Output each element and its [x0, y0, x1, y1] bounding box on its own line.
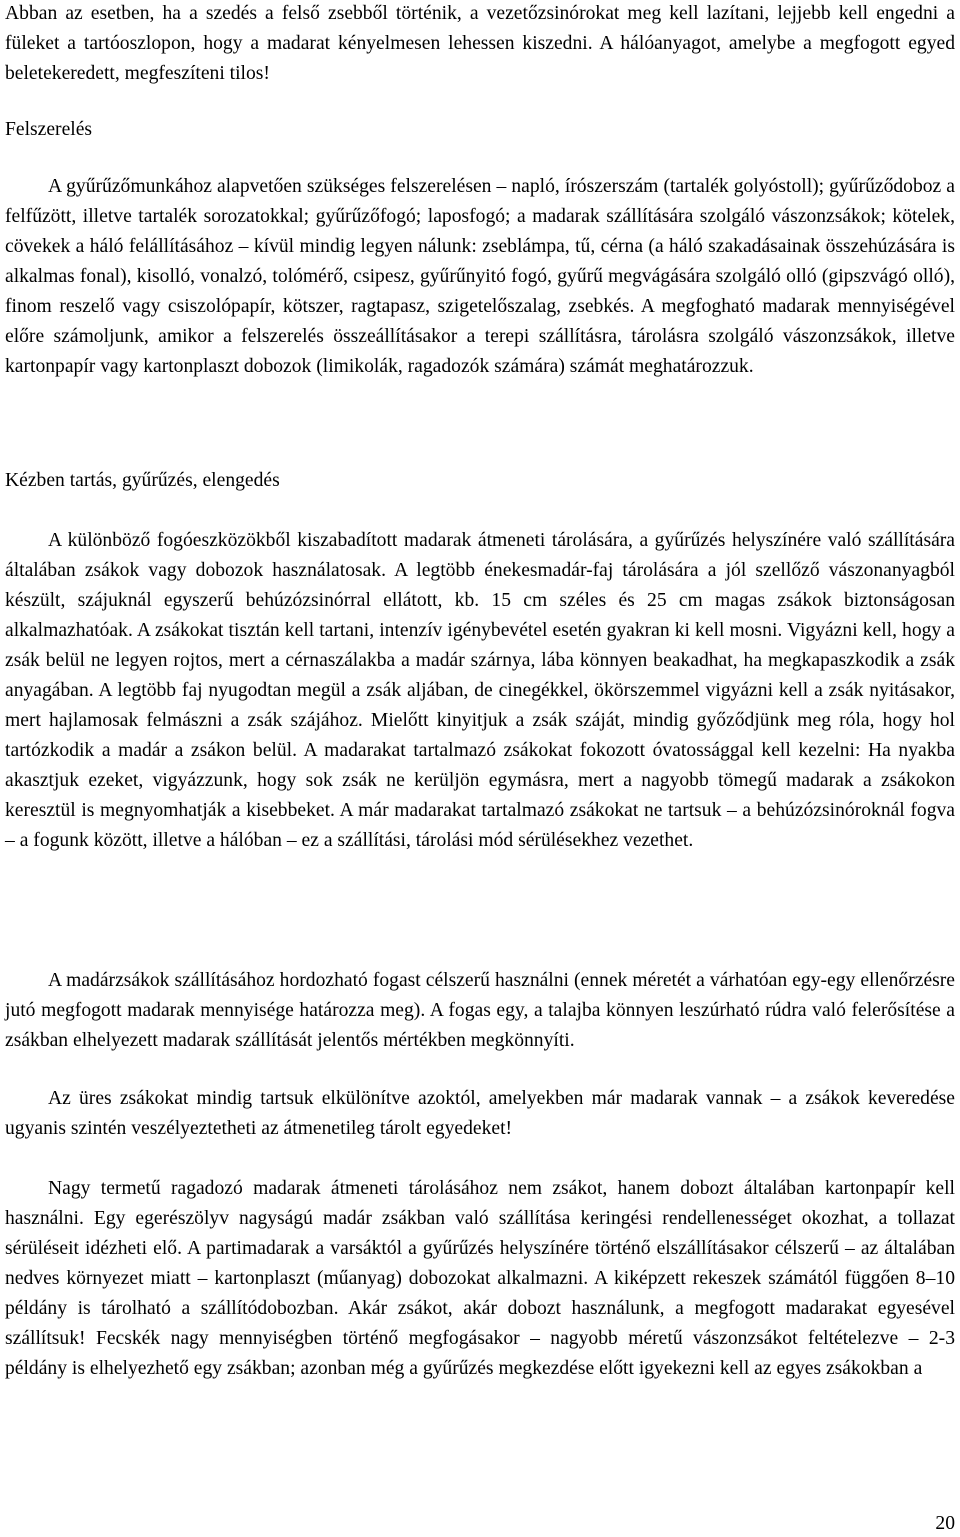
raptor-boxes-paragraph: Nagy termetű ragadozó madarak átmeneti tárolásához nem zsákot, hanem dobozt általában kartonpapír kell használni. Egy egerészölyv nagyságú madár zsákban való szállítása keringési rendellenességet okozhat, a tollazat sérüléseit idézheti elő. A partimadarak a varsáktól a gyűrűzés helyszínére történő elszállításakor célszerű – az általában nedves környezet miatt – kartonplaszt (műanyag) dobozokat alkalmazni. A kiképzett rekeszek számától függően 8–10 példány is tárolható a szállítódobozban. Akár zsákot, akár dobozt használunk, a megfogott madarakat egyesével szállítsuk! Fecskék nagy mennyiségben történő megfogásakor – nagyobb méretű vászonzsákot feltételezve – 2-3 példány is elhelyezhető egy zsákban; azonban még a gyűrűzés megkezdése előtt igyekezni kell az egyes zsákokban a	[5, 1178, 955, 1379]
equipment-paragraph: A gyűrűzőmunkához alapvetően szükséges felszerelésen – napló, írószerszám (tartalék golyóstoll); gyűrűződoboz a felfűzött, illetve tartalék sorozatokkal; gyűrűzőfogó; laposfogó; a madarak szállítására szolgáló vászonzsákok; kötelek, cövekek a háló felállításához – kívül mindig legyen nálunk: zseblámpa, tű, cérna (a háló szakadásainak összehúzására is alkalmas fonal), kisolló, vonalzó, tolómérő, csipesz, gyűrűnyitó fogó, gyűrű megvágására szolgáló olló (gipszvágó olló), finom reszelő vagy csiszolópapír, kötszer, ragtapasz, szigetelőszalag, zsebkés. A megfogható madarak mennyiségével előre számoljunk, amikor a felszerelés összeállításakor a terepi szállításra, tárolásra szolgáló vászonzsákok, illetve kartonpapír vagy kartonplaszt dobozok (limikolák, ragadozók számára) számát meghatározzuk.	[5, 176, 955, 377]
section-heading-kezben-tartas: Kézben tartás, gyűrűzés, elengedés	[5, 470, 280, 491]
handling-paragraph: A különböző fogóeszközökből kiszabadított madarak átmeneti tárolására, a gyűrűzés helyszínére való szállítására általában zsákok vagy dobozok használatosak. A legtöbb énekesmadár-faj tárolására a jól szellőző vászonanyagból készült, szájuknál egyszerű behúzózsinórral ellátott, kb. 15 cm széles és 25 cm magas zsákok biztonságosan alkalmazhatóak. A zsákokat tisztán kell tartani, intenzív igénybevétel esetén gyakran ki kell mosni. Vigyázni kell, hogy a zsák belül ne legyen rojtos, mert a cérnaszálakba a madár szárnya, lába könnyen beakadhat, ha megkapaszkodik a zsák anyagában. A legtöbb faj nyugodtan megül a zsák aljában, de cinegékkel, ökörszemmel vigyázni kell a zsák nyitásakor, mert hajlamosak felmászni a zsák szájához. Mielőtt kinyitjuk a zsák száját, mindig győződjünk meg róla, hogy hol tartózkodik a madár a zsákon belül. A madarakat tartalmazó zsákokat fokozott óvatossággal kell kezelni: Ha nyakba akasztjuk ezeket, vigyázzunk, hogy sok zsák ne kerüljön egymásra, mert a nagyobb tömegű madarak a zsákokon keresztül is megnyomhatják a kisebbeket. A már madarakat tartalmazó zsákokat ne tartsuk – a behúzózsinóroknál fogva – a fogunk között, illetve a hálóban – ez a szállítási, tárolási mód sérülésekhez vezethet.	[5, 530, 955, 851]
bag-rack-paragraph: A madárzsákok szállításához hordozható fogast célszerű használni (ennek méretét a várhatóan egy-egy ellenőrzésre jutó megfogott madarak mennyisége határozza meg). A fogas egy, a talajba könnyen leszúrható rúdra való felerősítése a zsákban elhelyezett madarak szállítását jelentős mértékben megkönnyíti.	[5, 970, 955, 1051]
intro-paragraph: Abban az esetben, ha a szedés a felső zsebből történik, a vezetőzsinórokat meg kell lazítani, lejjebb kell engedni a füleket a tartóoszlopon, hogy a madarat kényelmesen lehessen kiszedni. A hálóanyagot, amelybe a megfogott egyed beletekeredett, megfeszíteni tilos!	[5, 3, 955, 84]
empty-bags-paragraph: Az üres zsákokat mindig tartsuk elkülönítve azoktól, amelyekben már madarak vannak – a zsákok keveredése ugyanis szintén veszélyeztetheti az átmenetileg tárolt egyedeket!	[5, 1088, 955, 1139]
page-number: 20	[935, 1513, 955, 1534]
section-heading-felszereles: Felszerelés	[5, 119, 93, 140]
